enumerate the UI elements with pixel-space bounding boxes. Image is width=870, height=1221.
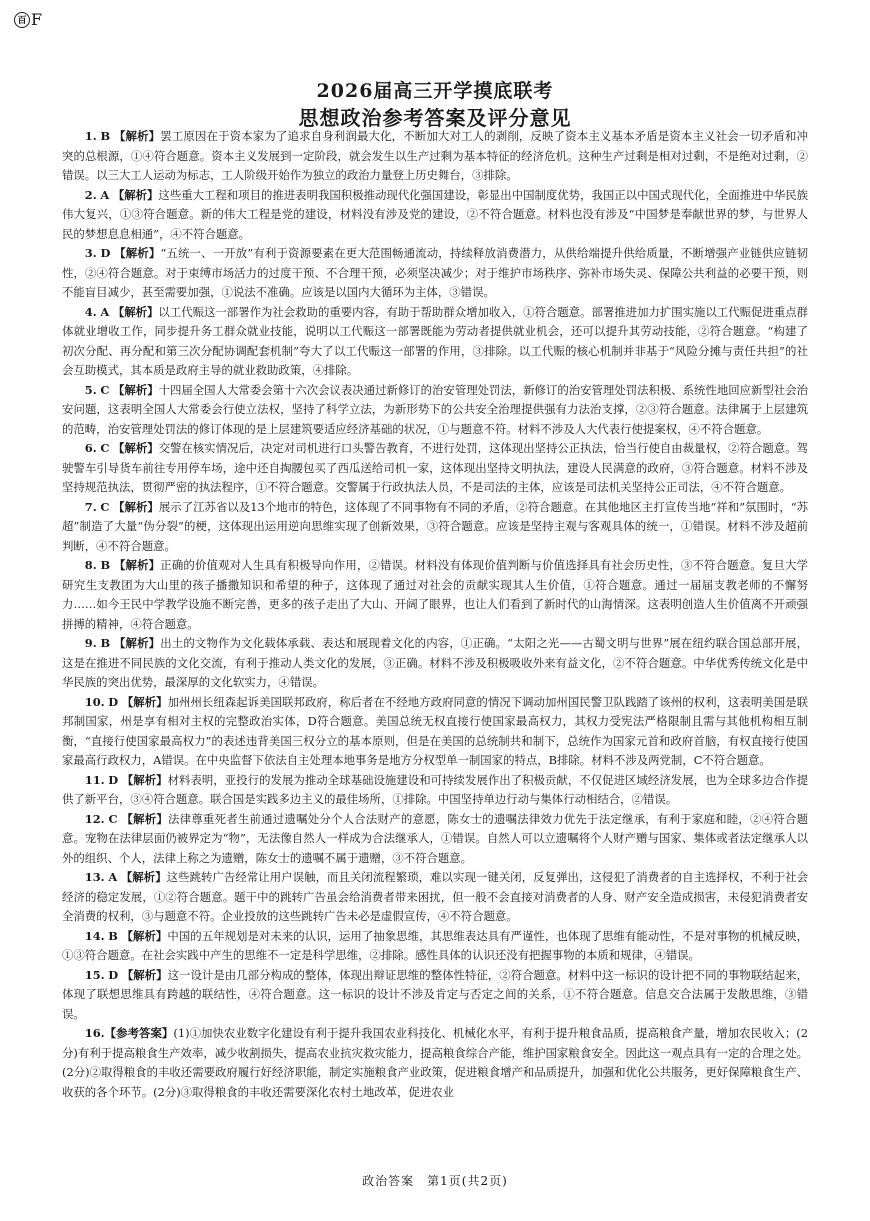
- answer-item: [62, 127, 808, 186]
- analysis-tag: 【参考答案】: [104, 1026, 174, 1040]
- analysis-tag: 【解析】: [113, 382, 159, 397]
- analysis-text: 加州州长纽森起诉美国联邦政府，称后者在不经地方政府同意的情况下调动加州国民警卫队践踏了该州的权利，这表明美国是联邦制国家，州是享有相对主权的完整政治实体，D符合题意。美国总统无权直接行使国家最高权力，其权力受宪法严格限制且需与其他机构相互制衡，“直接行使国家最高权力”的表述违背美国三权分立的基本原则，但是在美国的总统制共和制下，总统作为国家元首和政府首脑，有权直接行使国家最高行政权力，A错误。在中央监督下依法自主处理本地事务是地方分权型单一制国家的特点，B排除。材料不涉及两党制，C不符合题意。: [62, 694, 808, 767]
- question-number: 16.: [84, 1026, 105, 1040]
- analysis-text: 这一设计是由几部分构成的整体，体现出辩证思维的整体性特征，②符合题意。材料中这一标识的设计把不同的事物联结起来，体现了联想思维具有跨越的联结性，④符合题意。这一标识的设计不涉及肯定与否定之间的关系，①不符合题意。信息交合法属于发散思维，③错误。: [62, 967, 808, 1021]
- analysis-text: 出土的文物作为文化载体承载、表达和展现着文化的内容，①正确。“太阳之光——古蜀文明与世界”展在纽约联合国总部开展，这是在推进不同民族的文化交流，有利于推动人类文化的发展，③正确。材料不涉及积极吸收外来有益文化，②不符合题意。中华优秀传统文化是中华民族的突出优势，最深厚的文化软实力，④错误。: [62, 636, 808, 689]
- analysis-tag: 【解析】: [121, 811, 169, 826]
- answer-list: [62, 127, 808, 1167]
- analysis-text: 法律尊重死者生前通过遗嘱处分个人合法财产的意愿，陈女士的遗嘱法律效力优先于法定继承，有利于家庭和睦，②④符合题意。宠物在法律层面仍被界定为“物”，无法像自然人一样成为合法继承人，①错误。自然人可以立遗嘱将个人财产赠与国家、集体或者法定继承人以外的组织、个人，法律上称之为遗赠，陈女士的遗嘱不属于遗赠，③不符合题意。: [62, 811, 808, 865]
- analysis-text: 十四届全国人大常委会第十六次会议表决通过新修订的治安管理处罚法，新修订的治安管理处罚法积极、系统性地回应新型社会治安问题，这表明全国人大常委会行使立法权，坚持了科学立法，为新形势下的公共安全治理提供强有力法治支撑，②③符合题意。法律属于上层建筑的范畴，治安管理处罚法的修订体现的是上层建筑要适应经济基础的状况，①与题意不符。材料不涉及人大代表行使提案权，④不符合题意。: [62, 382, 808, 436]
- page-footer: 政治答案 第1页(共2页): [362, 1174, 508, 1188]
- answer-letter: D: [100, 246, 111, 260]
- answer-letter: A: [100, 187, 110, 202]
- answer-item: [62, 1024, 808, 1102]
- answer-item: [62, 498, 808, 557]
- answer-item: [62, 244, 808, 303]
- analysis-tag: 【解析】: [113, 129, 161, 143]
- analysis-tag: 【解析】: [121, 967, 168, 982]
- question-number: 13.: [84, 870, 105, 884]
- question-number: 9.: [84, 636, 97, 650]
- answer-item: [62, 186, 808, 245]
- analysis-text: 材料表明，亚投行的发展为推动全球基础设施建设和可持续发展作出了积极贡献，不仅促进区域经济发展，也为全球多边合作提供了新平台，③④符合题意。联合国是实践多边主义的最佳场所，①排除。中国坚持单边行动与集体行动相结合，②错误。: [62, 772, 808, 806]
- answer-letter: B: [100, 129, 111, 143]
- corner-circle-mark: 百: [14, 12, 30, 28]
- analysis-tag: 【解析】: [112, 304, 159, 319]
- answer-item: [62, 634, 808, 693]
- answer-letter: B: [108, 928, 118, 943]
- analysis-tag: 【解析】: [113, 499, 159, 514]
- question-number: 15.: [84, 967, 105, 982]
- answer-item: [62, 927, 808, 966]
- answer-item: [62, 381, 808, 440]
- answer-item: [62, 966, 808, 1025]
- question-number: 10.: [84, 694, 105, 709]
- answer-item: [62, 771, 808, 810]
- answer-item: [62, 556, 808, 634]
- analysis-tag: 【解析】: [112, 187, 159, 202]
- question-number: 4.: [84, 304, 97, 319]
- corner-mark: [14, 10, 42, 29]
- page-subtitle: 思想政治参考答案及评分意见: [298, 106, 572, 130]
- answer-letter: C: [108, 811, 118, 826]
- analysis-text: “五统一、一开放”有利于资源要素在更大范围畅通流动，持续释放消费潜力，从供给端提升供给质量，不断增强产业链供应链韧性，②④符合题意。对于束缚市场活力的过度干预、不合理干预，必须坚决减少；对于维护市场秩序、弥补市场失灵、保障公共利益的必要干预，则不能盲目减少，甚至需要加强，①说法不准确。应该是以国内大循环为主体，③错误。: [62, 246, 808, 299]
- analysis-text: 这些重大工程和项目的推进表明我国积极推动现代化强国建设，彰显出中国制度优势，我国正以中国式现代化，全面推进中华民族伟大复兴，①③符合题意。新的伟大工程是党的建设，材料没有涉及党的建设，②不符合题意。材料也没有涉及“中国梦是奉献世界的梦，与世界人民的梦想息息相通”，④不符合题意。: [62, 187, 808, 241]
- analysis-text: 中国的五年规划是对未来的认识，运用了抽象思维，其思维表达具有严谨性，也体现了思维有能动性，不是对事物的机械反映，①③符合题意。在社会实践中产生的思维不一定是科学思维，②排除。感性具体的认识还没有把握事物的本质和规律，④错误。: [62, 928, 808, 962]
- answer-letter: C: [100, 441, 110, 455]
- question-number: 3.: [84, 246, 97, 260]
- analysis-text: 正确的价值观对人生具有积极导向作用，②错误。材料没有体现价值判断与价值选择具有社会历史性，③不符合题意。复旦大学研究生支教团为大山里的孩子播撒知识和希望的种子，这体现了通过对社会的贡献实现其人生价值，①符合题意。通过一届届支教老师的不懈努力……如今王民中学教学设施不断完善，更多的孩子走出了大山、开阔了眼界，也让人们看到了新时代的山海情深。这表明创造人生价值离不开顽强拼搏的精神，④符合题意。: [62, 558, 808, 631]
- analysis-text: 交警在核实情况后，决定对司机进行口头警告教育，不进行处罚，这体现出坚持公正执法，恰当行使自由裁量权，②符合题意。驾驶警车引导货车前往专用停车场，途中还自掏腰包买了西瓜送给司机一家，这体现出坚持文明执法，建设人民满意的政府，③符合题意。材料不涉及坚持规范执法，贯彻严密的执法程序，①不符合题意。交警属于行政执法人员，不是司法的主体，应该是司法机关坚持公正司法，④不符合题意。: [62, 441, 808, 494]
- analysis-tag: 【解析】: [113, 558, 161, 572]
- analysis-text: (1)①加快农业数字化建设有利于提升我国农业科技化、机械化水平，有利于提升粮食品质，提高粮食产量，增加农民收入；(2分)有利于提高粮食生产效率，减少收割损失，提高农业抗灾救灾能力，提高粮食综合产能，维护国家粮食安全。因此这一观点具有一定的合理之处。(2分)②取得粮食的丰收还需要政府履行好经济职能，制定实施粮食产业政策，促进粮食增产和品质提升，加强和优化公共服务，更好保障粮食生产、收获的各个环节。(2分)③取得粮食的丰收还需要深化农村土地改革，促进农业: [62, 1026, 808, 1099]
- answer-letter: A: [100, 304, 110, 319]
- question-number: 14.: [84, 928, 105, 943]
- answer-item: [62, 868, 808, 927]
- answer-letter: B: [100, 558, 111, 572]
- question-number: 12.: [84, 811, 105, 826]
- answer-item: [62, 810, 808, 869]
- question-number: 7.: [84, 499, 97, 514]
- analysis-tag: 【解析】: [120, 870, 167, 884]
- analysis-tag: 【解析】: [114, 246, 161, 260]
- analysis-tag: 【解析】: [113, 441, 159, 455]
- question-number: 11.: [84, 772, 105, 787]
- answer-letter: D: [108, 694, 119, 709]
- question-number: 1.: [84, 129, 97, 143]
- answer-letter: D: [108, 772, 119, 787]
- analysis-tag: 【解析】: [113, 636, 161, 650]
- analysis-text: 罢工原因在于资本家为了追求自身利润最大化，不断加大对工人的剥削，反映了资本主义基本矛盾是资本主义社会一切矛盾和冲突的总根源，①④符合题意。资本主义发展到一定阶段，就会发生以生产过剩为基本特征的经济危机。这种生产过剩是相对过剩，不是绝对过剩，②错误。以三大工人运动为标志，工人阶级开始作为独立的政治力量登上历史舞台，③排除。: [62, 129, 808, 182]
- answer-item: [62, 303, 808, 381]
- question-number: 6.: [84, 441, 97, 455]
- analysis-tag: 【解析】: [121, 694, 168, 709]
- answer-item: [62, 693, 808, 771]
- answer-letter: D: [108, 967, 119, 982]
- analysis-tag: 【解析】: [121, 928, 168, 943]
- analysis-tag: 【解析】: [121, 772, 168, 787]
- answer-letter: B: [100, 636, 111, 650]
- answer-letter: A: [108, 870, 118, 884]
- question-number: 2.: [84, 187, 97, 202]
- question-number: 5.: [84, 382, 97, 397]
- answer-letter: C: [100, 382, 110, 397]
- question-number: 8.: [84, 558, 97, 572]
- answer-item: [62, 439, 808, 498]
- analysis-text: 展示了江苏省以及13个地市的特色，这体现了不同事物有不同的矛盾，②符合题意。在其他地区主打宣传当地“祥和”氛围时，“苏超”制造了大量“伪分裂”的梗，这体现出运用逆向思维实现了创新效果，③符合题意。应该是坚持主观与客观具体的统一，①错误。材料不涉及超前判断，④不符合题意。: [62, 499, 808, 553]
- corner-letter: F: [31, 10, 43, 29]
- page-title: 2026届高三开学摸底联考: [316, 80, 554, 102]
- answer-letter: C: [100, 499, 110, 514]
- analysis-text: 以工代赈这一部署作为社会救助的重要内容，有助于帮助群众增加收入，①符合题意。部署推进加力扩围实施以工代赈促进重点群体就业增收工作，同步提升务工群众就业技能，说明以工代赈这一部署既能为劳动者提供就业机会，还可以提升其劳动技能，②符合题意。“构建了初次分配、再分配和第三次分配协调配套机制”夸大了以工代赈这一部署的作用，③排除。以工代赈的核心机制并非基于“风险分摊与责任共担”的社会互助模式，其本质是政府主导的就业救助政策，④排除。: [62, 304, 808, 377]
- analysis-text: 这些跳转广告经常让用户误触，而且关闭流程繁琐，难以实现一键关闭，反复弹出，这侵犯了消费者的自主选择权，不利于社会经济的稳定发展，①②符合题意。题干中的跳转广告虽会给消费者带来困扰，但一般不会直接对消费者的人身、财产安全造成损害，未侵犯消费者安全消费的权利，③与题意不符。企业投放的这些跳转广告未必是虚假宣传，④不符合题意。: [62, 870, 808, 923]
